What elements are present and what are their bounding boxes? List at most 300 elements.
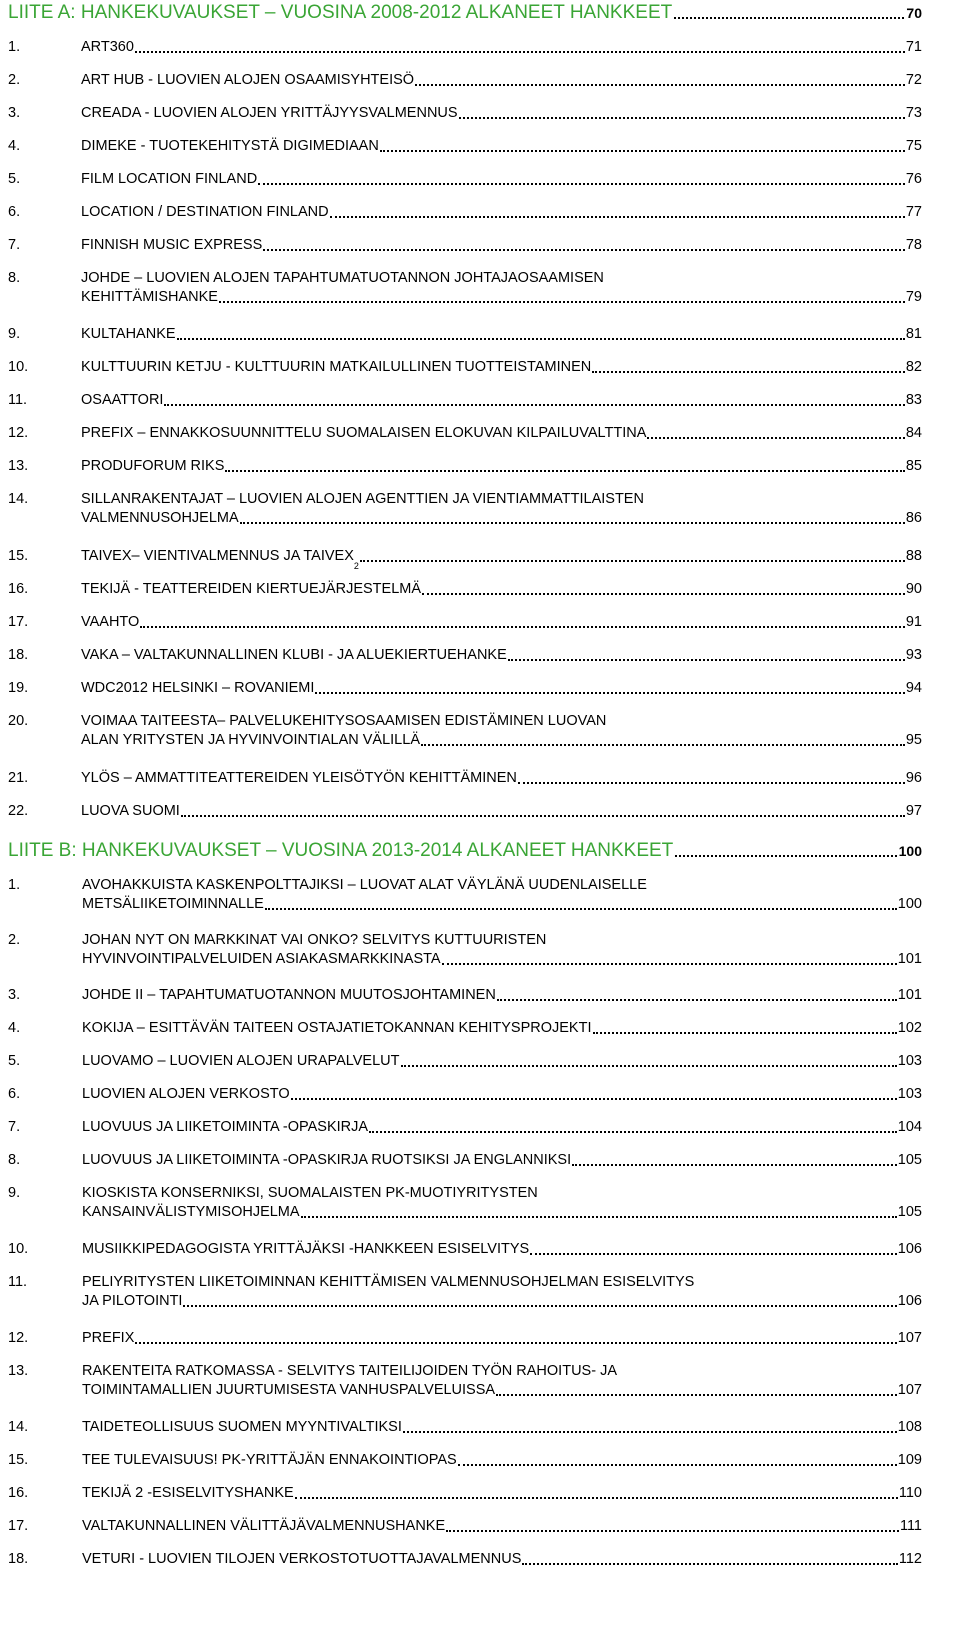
- entry-title-line: [81, 424, 922, 443]
- entry-title-line: [81, 71, 922, 90]
- page-number: 110: [898, 1485, 922, 1501]
- entry-title-line: [82, 1381, 922, 1400]
- entry-title-text: KOKIJA – ESITTÄVÄN TAITEEN OSTAJATIETOKANNAN KEHITYSPROJEKTI: [82, 1020, 592, 1036]
- entry-number: 22.: [8, 803, 29, 819]
- page-number: 82: [905, 359, 922, 375]
- dot-leader: [225, 470, 904, 472]
- entry-title-line: [81, 104, 922, 123]
- entry-title-text: TOIMINTAMALLIEN JUURTUMISESTA VANHUSPALVELUISSA: [82, 1382, 496, 1398]
- entry-title-line: [82, 1517, 922, 1536]
- dot-leader: [135, 1342, 896, 1344]
- page-number: 104: [897, 1119, 922, 1135]
- entry-number: 14.: [8, 491, 29, 507]
- page-number: 75: [905, 138, 922, 154]
- entry-number: 18.: [8, 1551, 29, 1567]
- toc-entry[interactable]: [8, 104, 922, 124]
- dot-leader: [265, 908, 897, 910]
- entry-title: [81, 38, 922, 57]
- entry-title-line: [81, 490, 922, 509]
- entry-number: 15.: [8, 1452, 29, 1468]
- toc-entry[interactable]: [8, 646, 922, 666]
- toc-entry[interactable]: [8, 986, 922, 1006]
- entry-title-text: PRODUFORUM RIKS: [81, 458, 225, 474]
- entry-title-text: PREFIX – ENNAKKOSUUNNITTELU SUOMALAISEN ELOKUVAN KILPAILUVALTTINA: [81, 425, 647, 441]
- page-number: 101: [897, 987, 922, 1003]
- entry-title-line: [82, 1118, 922, 1137]
- toc-entry[interactable]: [8, 769, 922, 789]
- entry-number: 4.: [8, 1020, 21, 1036]
- entry-title-line: [81, 170, 922, 189]
- section-heading[interactable]: [8, 840, 922, 862]
- entry-title-line: [82, 1550, 922, 1569]
- entry-number: 20.: [8, 713, 29, 729]
- entry-title: [81, 236, 922, 255]
- toc-entry[interactable]: [8, 1019, 922, 1039]
- entry-title-text: YLÖS – AMMATTITEATTEREIDEN YLEISÖTYÖN KEHITTÄMINEN: [81, 770, 517, 786]
- entry-title: [81, 137, 922, 156]
- entry-title-text: JOHDE – LUOVIEN ALOJEN TAPAHTUMATUOTANNON JOHTAJAOSAAMISEN: [81, 270, 604, 286]
- page-number: 72: [905, 72, 922, 88]
- entry-title: [81, 203, 922, 222]
- entry-title-line: [81, 509, 922, 528]
- dot-leader: [403, 1431, 897, 1433]
- entry-title-line: [82, 1329, 922, 1348]
- entry-title-text: FILM LOCATION FINLAND: [81, 171, 258, 187]
- toc-entry[interactable]: [8, 1052, 922, 1072]
- entry-title-text: CREADA - LUOVIEN ALOJEN YRITTÄJYYSVALMENNUS: [81, 105, 458, 121]
- toc-entry[interactable]: [8, 712, 922, 752]
- page-number: 97: [905, 803, 922, 819]
- entry-title-text: KULTTUURIN KETJU - KULTTUURIN MATKAILULLINEN TUOTTEISTAMINEN: [81, 359, 592, 375]
- toc-entry[interactable]: [8, 358, 922, 378]
- entry-title: [81, 613, 922, 632]
- dot-leader: [401, 1065, 897, 1067]
- entry-title: [81, 580, 922, 599]
- entry-title-line: TAIVEX– VIENTIVALMENNUS JA TAIVEX 2 88: [81, 548, 922, 571]
- entry-title: [82, 1240, 922, 1259]
- entry-number: 3.: [8, 105, 21, 121]
- dot-leader: [263, 249, 905, 251]
- page-number: 106: [897, 1293, 922, 1309]
- entry-title-text: DIMEKE - TUOTEKEHITYSTÄ DIGIMEDIAAN: [81, 138, 379, 154]
- entry-number: 1.: [8, 39, 21, 55]
- entry-number: 16.: [8, 581, 29, 597]
- toc-entry[interactable]: [8, 170, 922, 190]
- dot-leader: [183, 1305, 896, 1307]
- page-number: 96: [905, 770, 922, 786]
- page-number: 95: [905, 732, 922, 748]
- entry-number: 8.: [8, 1152, 21, 1168]
- page-number: 100: [897, 896, 922, 912]
- entry-title-line: [81, 203, 922, 222]
- dot-leader: [572, 1164, 897, 1166]
- dot-leader: [295, 1497, 898, 1499]
- entry-title-text: OSAATTORI: [81, 392, 164, 408]
- entry-title-line: [82, 986, 922, 1005]
- entry-title-text: KULTAHANKE: [81, 326, 176, 342]
- toc-entry[interactable]: [8, 1329, 922, 1349]
- entry-title-line: [81, 731, 922, 750]
- entry-title: [81, 712, 922, 750]
- entry-title-line: [81, 769, 922, 788]
- toc-entry[interactable]: [8, 1273, 922, 1313]
- page-number: 103: [897, 1053, 922, 1069]
- section-heading-text: LIITE A: HANKEKUVAUKSET – VUOSINA 2008-2012 ALKANEET HANKKEET: [8, 2, 673, 23]
- entry-title-text: TAIDETEOLLISUUS SUOMEN MYYNTIVALTIKSI: [82, 1419, 402, 1435]
- entry-number: 5.: [8, 1053, 21, 1069]
- toc-entry[interactable]: [8, 1517, 922, 1537]
- dot-leader: [415, 84, 905, 86]
- entry-number: 10.: [8, 359, 29, 375]
- entry-number: 9.: [8, 1185, 21, 1201]
- entry-number: 15.: [8, 548, 29, 564]
- page-number: 106: [897, 1241, 922, 1257]
- page-number: 102: [897, 1020, 922, 1036]
- entry-title-text: ART360: [81, 39, 134, 55]
- entry-title-line: [82, 1273, 922, 1292]
- entry-title-line: [82, 876, 922, 895]
- entry-number: 21.: [8, 770, 29, 786]
- entry-title-line: [81, 391, 922, 410]
- entry-number: 4.: [8, 138, 21, 154]
- entry-title-text: LUOVIEN ALOJEN VERKOSTO: [82, 1086, 290, 1102]
- entry-title-text: PREFIX: [82, 1330, 135, 1346]
- dot-leader: [380, 150, 905, 152]
- entry-number: 19.: [8, 680, 29, 696]
- entry-title-line: [82, 950, 922, 969]
- entry-title-text: LUOVUUS JA LIIKETOIMINTA -OPASKIRJA: [82, 1119, 369, 1135]
- entry-title: [82, 1085, 922, 1104]
- entry-number: 12.: [8, 1330, 29, 1346]
- toc-entry[interactable]: [8, 580, 922, 600]
- dot-leader: [647, 437, 904, 439]
- entry-title: [82, 1550, 922, 1569]
- entry-title-text: VALMENNUSOHJELMA: [81, 510, 239, 526]
- entry-number: 10.: [8, 1241, 29, 1257]
- dot-leader: [301, 1216, 897, 1218]
- dot-leader: [140, 626, 905, 628]
- entry-title-text: VAAHTO: [81, 614, 140, 630]
- entry-number: 13.: [8, 1363, 29, 1379]
- entry-title: [81, 802, 922, 821]
- dot-leader: [422, 593, 905, 595]
- entry-number: 11.: [8, 1274, 28, 1290]
- dot-leader: [291, 1098, 897, 1100]
- entry-number: 3.: [8, 987, 21, 1003]
- entry-title-text: ALAN YRITYSTEN JA HYVINVOINTIALAN VÄLILLÄ: [81, 732, 420, 748]
- dot-leader: [508, 659, 905, 661]
- page-number: 108: [897, 1419, 922, 1435]
- page-number: 109: [897, 1452, 922, 1468]
- dot-leader: [459, 117, 905, 119]
- dot-leader: [315, 692, 904, 694]
- entry-title-line: [81, 712, 922, 731]
- entry-title-line: [81, 358, 922, 377]
- entry-title-line: [82, 895, 922, 914]
- dot-leader: [675, 855, 896, 857]
- entry-title-text: TEE TULEVAISUUS! PK-YRITTÄJÄN ENNAKOINTIOPAS: [82, 1452, 457, 1468]
- toc-entry[interactable]: [8, 1362, 922, 1402]
- dot-leader: [181, 815, 905, 817]
- page-number: 107: [897, 1330, 922, 1346]
- entry-title-line: [81, 137, 922, 156]
- page-number: 70: [906, 5, 922, 21]
- toc-entry[interactable]: [8, 424, 922, 444]
- toc-entry[interactable]: [8, 1085, 922, 1105]
- entry-title-line: [81, 288, 922, 307]
- entry-title-text: VOIMAA TAITEESTA– PALVELUKEHITYSOSAAMISEN EDISTÄMINEN LUOVAN: [81, 713, 607, 729]
- page-number: 78: [905, 237, 922, 253]
- entry-title-text: VETURI - LUOVIEN TILOJEN VERKOSTOTUOTTAJAVALMENNUS: [82, 1551, 522, 1567]
- entry-title-text: ART HUB - LUOVIEN ALOJEN OSAAMISYHTEISÖ: [81, 72, 415, 88]
- toc-entry[interactable]: [8, 325, 922, 345]
- toc-entry[interactable]: [8, 1418, 922, 1438]
- dot-leader: [442, 963, 897, 965]
- dot-leader: [497, 999, 897, 1001]
- toc-entry[interactable]: [8, 269, 922, 309]
- toc-entry[interactable]: [8, 1484, 922, 1504]
- entry-title-line: [82, 1019, 922, 1038]
- entry-title-text: JOHAN NYT ON MARKKINAT VAI ONKO? SELVITYS KUTTUURISTEN: [82, 932, 547, 948]
- page-number: 112: [898, 1551, 922, 1567]
- entry-title: [82, 1273, 922, 1311]
- entry-title-line: [81, 236, 922, 255]
- dot-leader: [674, 17, 904, 19]
- entry-number: 13.: [8, 458, 29, 474]
- entry-title-text: FINNISH MUSIC EXPRESS: [81, 237, 263, 253]
- entry-number: 18.: [8, 647, 29, 663]
- entry-title: [82, 1184, 922, 1222]
- entry-title-line: [82, 1085, 922, 1104]
- entry-number: 9.: [8, 326, 21, 342]
- entry-title-line: [82, 1240, 922, 1259]
- entry-title: [81, 391, 922, 410]
- entry-title-line: [82, 1184, 922, 1203]
- entry-title-text: LUOVA SUOMI: [81, 803, 180, 819]
- entry-title: [82, 986, 922, 1005]
- toc-entry[interactable]: [8, 1151, 922, 1171]
- dot-leader: [446, 1530, 899, 1532]
- entry-title: [82, 1329, 922, 1348]
- dot-leader: [164, 404, 904, 406]
- toc-entry[interactable]: [8, 137, 922, 157]
- page-number: 101: [897, 951, 922, 967]
- entry-number: 1.: [8, 877, 21, 893]
- page-number: 94: [905, 680, 922, 696]
- page-number: 105: [897, 1152, 922, 1168]
- page-number: 105: [897, 1204, 922, 1220]
- dot-leader: [421, 744, 905, 746]
- entry-title-text: LUOVAMO – LUOVIEN ALOJEN URAPALVELUT: [82, 1053, 400, 1069]
- entry-number: 6.: [8, 1086, 21, 1102]
- toc-entry[interactable]: [8, 457, 922, 477]
- entry-number: 11.: [8, 392, 28, 408]
- entry-title-text: AVOHAKKUISTA KASKENPOLTTAJIKSI – LUOVAT ALAT VÄYLÄNÄ UUDENLAISELLE: [82, 877, 647, 893]
- entry-title-text: KEHITTÄMISHANKE: [81, 289, 218, 305]
- page-number: 77: [905, 204, 922, 220]
- dot-leader: [360, 560, 905, 562]
- entry-title: [82, 1418, 922, 1437]
- entry-title-line: [82, 1052, 922, 1071]
- entry-title-line: [81, 646, 922, 665]
- entry-title-line: [82, 1151, 922, 1170]
- page-number: 88: [905, 548, 922, 564]
- entry-title: [81, 646, 922, 665]
- toc-entry[interactable]: [8, 802, 922, 822]
- page-number: 84: [905, 425, 922, 441]
- page-number: 90: [905, 581, 922, 597]
- entry-title-text: VAKA – VALTAKUNNALLINEN KLUBI - JA ALUEKIERTUEHANKE: [81, 647, 507, 663]
- entry-number: 2.: [8, 932, 21, 948]
- page-number: 73: [905, 105, 922, 121]
- dot-leader: [530, 1253, 897, 1255]
- toc-entry[interactable]: [8, 931, 922, 971]
- page-number: 100: [898, 843, 922, 859]
- toc-entry[interactable]: [8, 613, 922, 633]
- entry-title: [81, 490, 922, 528]
- entry-number: 7.: [8, 237, 21, 253]
- dot-leader: [258, 183, 905, 185]
- dot-leader: [135, 51, 905, 53]
- entry-title-line: [82, 1362, 922, 1381]
- page-number: 71: [905, 39, 922, 55]
- entry-number: 7.: [8, 1119, 21, 1135]
- entry-title: [82, 1451, 922, 1470]
- toc-entry[interactable]: [8, 876, 922, 916]
- entry-title-text: KANSAINVÄLISTYMISOHJELMA: [82, 1204, 300, 1220]
- entry-title: [82, 1052, 922, 1071]
- dot-leader: [240, 522, 905, 524]
- dot-leader: [458, 1464, 897, 1466]
- entry-number: 8.: [8, 270, 21, 286]
- entry-number: 16.: [8, 1485, 29, 1501]
- entry-title-line: [82, 1418, 922, 1437]
- page-number: 76: [905, 171, 922, 187]
- entry-title-line: [81, 613, 922, 632]
- entry-number: 6.: [8, 204, 21, 220]
- dot-leader: [518, 782, 905, 784]
- entry-title-text: SILLANRAKENTAJAT – LUOVIEN ALOJEN AGENTTIEN JA VIENTIAMMATTILAISTEN: [81, 491, 644, 507]
- entry-title-line: [82, 1451, 922, 1470]
- dot-leader: [522, 1563, 898, 1565]
- toc-entry[interactable]: [8, 1451, 922, 1471]
- page-number: 91: [905, 614, 922, 630]
- entry-number: 5.: [8, 171, 21, 187]
- entry-title-text: JA PILOTOINTI: [82, 1293, 183, 1309]
- entry-title-text: JOHDE II – TAPAHTUMATUOTANNON MUUTOSJOHTAMINEN: [82, 987, 496, 1003]
- entry-title-text: TAIVEX– VIENTIVALMENNUS JA TAIVEX: [81, 548, 354, 564]
- entry-number: 12.: [8, 425, 29, 441]
- entry-title-line: [81, 325, 922, 344]
- page-number: 86: [905, 510, 922, 526]
- entry-title-line: [81, 38, 922, 57]
- toc-entry[interactable]: [8, 1184, 922, 1224]
- entry-title-text: WDC2012 HELSINKI – ROVANIEMI: [81, 680, 315, 696]
- entry-title: [82, 876, 922, 914]
- toc-entry[interactable]: [8, 679, 922, 699]
- page-number: 107: [897, 1382, 922, 1398]
- entry-number: 17.: [8, 1518, 29, 1534]
- entry-title: [81, 325, 922, 344]
- entry-title-text: PELIYRITYSTEN LIIKETOIMINNAN KEHITTÄMISEN VALMENNUSOHJELMAN ESISELVITYS: [82, 1274, 695, 1290]
- dot-leader: [369, 1131, 897, 1133]
- entry-title: [81, 679, 922, 698]
- entry-title-text: METSÄLIIKETOIMINNALLE: [82, 896, 264, 912]
- toc-entry[interactable]: [8, 38, 922, 58]
- page-number: 103: [897, 1086, 922, 1102]
- toc-entry[interactable]: [8, 1118, 922, 1138]
- entry-title: [82, 1517, 922, 1536]
- dot-leader: [496, 1394, 897, 1396]
- entry-title-text: KIOSKISTA KONSERNIKSI, SUOMALAISTEN PK-MUOTIYRITYSTEN: [82, 1185, 538, 1201]
- toc-entry[interactable]: [8, 547, 922, 571]
- entry-title-text: LUOVUUS JA LIIKETOIMINTA -OPASKIRJA RUOTSIKSI JA ENGLANNIKSI: [82, 1152, 572, 1168]
- entry-title: [81, 457, 922, 476]
- entry-title: [82, 1151, 922, 1170]
- toc-entry[interactable]: [8, 490, 922, 530]
- entry-title: [82, 1484, 922, 1503]
- entry-title-text: TEKIJÄ 2 -ESISELVITYSHANKE: [82, 1485, 294, 1501]
- entry-title: [81, 769, 922, 788]
- entry-title-text: MUSIIKKIPEDAGOGISTA YRITTÄJÄKSI -HANKKEEN ESISELVITYS: [82, 1241, 530, 1257]
- dot-leader: [593, 1032, 897, 1034]
- toc-entry[interactable]: [8, 236, 922, 256]
- entry-title-line: [81, 679, 922, 698]
- entry-title-line: [81, 457, 922, 476]
- page-number: 111: [899, 1518, 922, 1534]
- entry-title-line: [82, 1203, 922, 1222]
- entry-title-line: [81, 269, 922, 288]
- entry-title-text: TEKIJÄ - TEATTEREIDEN KIERTUEJÄRJESTELMÄ: [81, 581, 422, 597]
- entry-title: [82, 1019, 922, 1038]
- dot-leader: [330, 216, 905, 218]
- page-number: 79: [905, 289, 922, 305]
- entry-title-line: [81, 580, 922, 599]
- entry-title: [81, 547, 922, 571]
- entry-title: [81, 71, 922, 90]
- entry-title: [82, 1118, 922, 1137]
- entry-number: 14.: [8, 1419, 29, 1435]
- entry-title-text: RAKENTEITA RATKOMASSA - SELVITYS TAITEILIJOIDEN TYÖN RAHOITUS- JA: [82, 1363, 617, 1379]
- entry-title: [81, 170, 922, 189]
- section-heading-text: LIITE B: HANKEKUVAUKSET – VUOSINA 2013-2014 ALKANEET HANKKEET: [8, 840, 674, 861]
- entry-title: [81, 269, 922, 307]
- toc-entry[interactable]: [8, 203, 922, 223]
- dot-leader: [592, 371, 905, 373]
- toc-entry[interactable]: [8, 1240, 922, 1260]
- entry-title-line: [81, 802, 922, 821]
- entry-title: [81, 424, 922, 443]
- toc-entry[interactable]: [8, 391, 922, 411]
- page-number: 83: [905, 392, 922, 408]
- toc-entry[interactable]: [8, 1550, 922, 1570]
- entry-number: 2.: [8, 72, 21, 88]
- toc-entry[interactable]: [8, 71, 922, 91]
- dot-leader: [177, 338, 905, 340]
- entry-number: 17.: [8, 614, 29, 630]
- page-number: 81: [905, 326, 922, 342]
- page-number: 93: [905, 647, 922, 663]
- entry-title-line: [82, 1484, 922, 1503]
- entry-title-text: LOCATION / DESTINATION FINLAND: [81, 204, 329, 220]
- entry-title: [82, 931, 922, 969]
- entry-title-text: HYVINVOINTIPALVELUIDEN ASIAKASMARKKINASTA: [82, 951, 441, 967]
- entry-title-text: VALTAKUNNALLINEN VÄLITTÄJÄVALMENNUSHANKE: [82, 1518, 446, 1534]
- dot-leader: [219, 301, 905, 303]
- entry-title: [81, 358, 922, 377]
- entry-title-line: [82, 1292, 922, 1311]
- section-heading[interactable]: [8, 2, 922, 24]
